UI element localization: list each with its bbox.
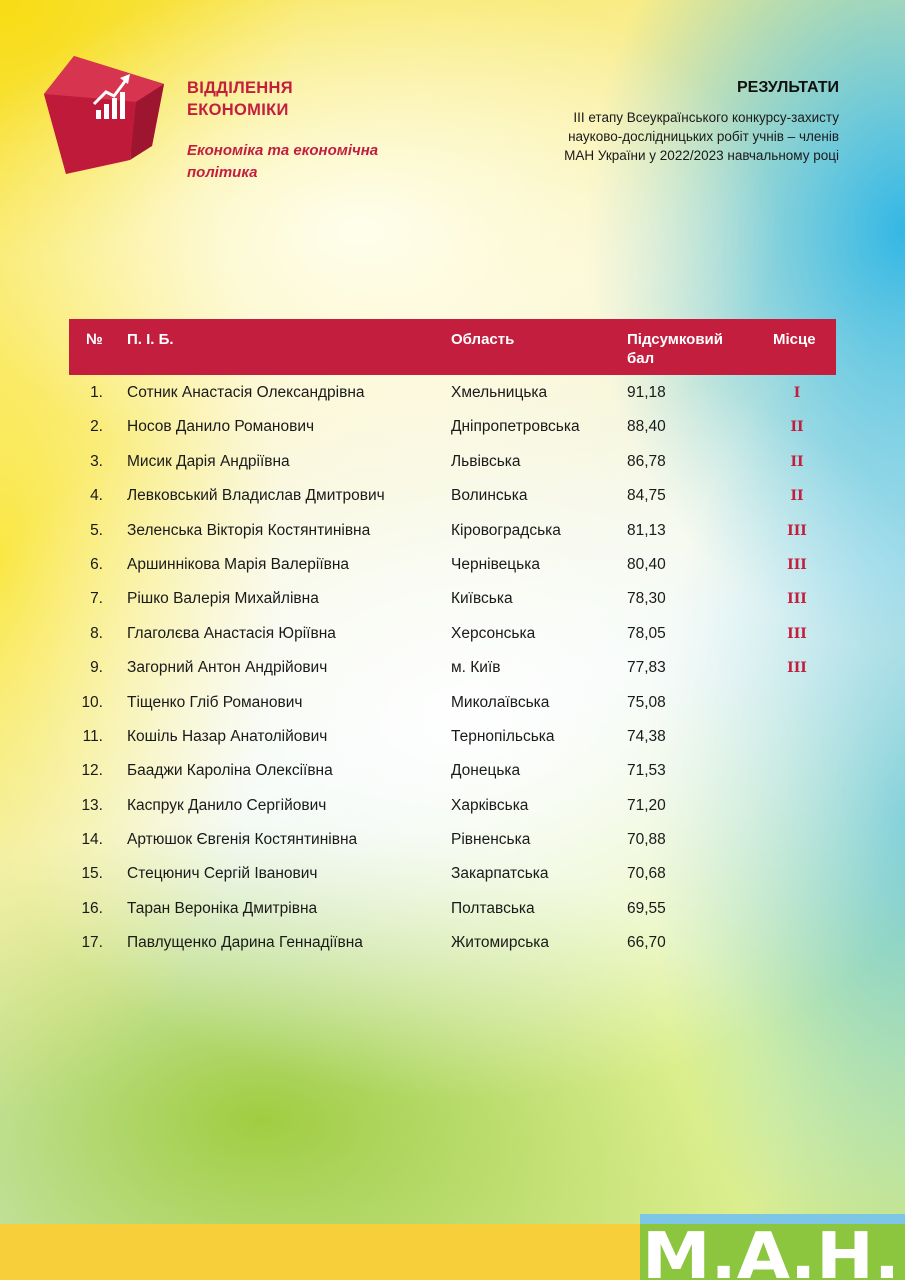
row-name: Стецюнич Сергій Іванович [127, 865, 318, 883]
row-region: Миколаївська [451, 693, 550, 711]
row-region: Тернопільська [451, 727, 555, 745]
row-place: III [787, 660, 807, 677]
column-region-header: Область [451, 331, 515, 348]
results-title: РЕЗУЛЬТАТИ [736, 79, 839, 96]
row-number: 7. [90, 590, 103, 608]
row-region: Донецька [451, 762, 521, 780]
column-number-header: № [86, 331, 103, 348]
row-score: 74,38 [627, 727, 666, 745]
row-number: 5. [90, 521, 103, 539]
row-region: Чернівецька [451, 555, 540, 573]
row-number: 6. [90, 555, 103, 573]
table-row [69, 651, 836, 685]
table-row [69, 857, 836, 891]
row-place: III [787, 591, 807, 608]
row-number: 3. [90, 452, 103, 470]
results-table-header [69, 319, 836, 375]
row-name: Рішко Валерія Михайлівна [127, 590, 319, 608]
row-region: Волинська [451, 487, 528, 505]
row-name: Кошіль Назар Анатолійович [127, 727, 328, 745]
column-score-header [627, 330, 757, 368]
table-row [69, 514, 836, 548]
row-score: 81,13 [627, 521, 666, 539]
row-score: 91,18 [627, 384, 666, 401]
economics-cube-logo [44, 56, 164, 174]
row-region: Рівненська [451, 831, 531, 849]
row-region: Хмельницька [451, 384, 548, 401]
row-region: Кіровоградська [451, 521, 561, 539]
row-place: II [790, 419, 804, 436]
row-number: 13. [81, 796, 103, 814]
row-name: Бааджи Кароліна Олексіївна [127, 762, 333, 780]
row-name: Каспрук Данило Сергійович [127, 796, 327, 814]
row-score: 78,05 [627, 624, 666, 642]
row-number: 1. [90, 384, 103, 401]
table-row [69, 926, 836, 960]
row-score: 84,75 [627, 487, 666, 505]
results-description-line1: ІІІ етапу Всеукраїнського конкурсу-захисту [573, 110, 839, 125]
results-description [459, 108, 839, 165]
row-number: 2. [90, 418, 103, 436]
row-score: 77,83 [627, 659, 666, 677]
table-row [69, 754, 836, 788]
row-name: Павлущенко Дарина Геннадіївна [127, 934, 363, 952]
row-score: 86,78 [627, 452, 666, 470]
table-row [69, 617, 836, 651]
row-name: Зеленська Вікторія Костянтинівна [127, 521, 371, 539]
section-subtitle [187, 140, 427, 184]
section-subtitle-line1: Економіка та економічна [187, 142, 379, 159]
man-logo [640, 1214, 905, 1280]
row-region: Полтавська [451, 899, 535, 917]
row-name: Тіщенко Гліб Романович [127, 693, 303, 711]
row-name: Таран Вероніка Дмитрівна [127, 899, 318, 917]
column-score-header-line1: Підсумковий [627, 331, 723, 348]
row-name: Левковський Владислав Дмитрович [127, 487, 385, 505]
row-place: III [787, 625, 807, 642]
row-score: 71,20 [627, 796, 666, 814]
row-region: Дніпропетровська [451, 418, 580, 436]
row-number: 17. [81, 934, 103, 952]
row-region: Житомирська [451, 934, 550, 952]
table-row [69, 686, 836, 720]
row-region: Львівська [451, 452, 521, 470]
table-row [69, 720, 836, 754]
row-region: Закарпатська [451, 865, 549, 883]
row-place: II [790, 453, 804, 470]
column-score-header-line2: бал [627, 350, 655, 367]
row-region: Херсонська [451, 624, 536, 642]
row-place: III [787, 556, 807, 573]
row-name: Артюшок Євгенія Костянтинівна [127, 831, 358, 849]
row-place: III [787, 522, 807, 539]
row-score: 71,53 [627, 762, 666, 780]
table-row [69, 376, 836, 410]
row-name: Аршиннікова Марія Валеріївна [127, 555, 350, 573]
row-number: 9. [90, 659, 103, 677]
row-number: 4. [90, 487, 103, 505]
row-name: Мисик Дарія Андріївна [127, 452, 290, 470]
results-table-body [69, 376, 836, 961]
row-number: 12. [81, 762, 103, 780]
row-number: 8. [90, 624, 103, 642]
row-name: Сотник Анастасія Олександрівна [127, 384, 365, 401]
row-number: 16. [81, 899, 103, 917]
row-score: 69,55 [627, 899, 666, 917]
row-name: Носов Данило Романович [127, 418, 315, 436]
column-place-header: Місце [773, 331, 816, 348]
row-region: Харківська [451, 796, 529, 814]
column-name-header: П. І. Б. [127, 331, 174, 348]
table-row [69, 892, 836, 926]
row-name: Загорний Антон Андрійович [127, 659, 328, 677]
row-score: 70,88 [627, 831, 666, 849]
row-number: 10. [81, 693, 103, 711]
row-score: 66,70 [627, 934, 666, 952]
department-title-line2: ЕКОНОМІКИ [187, 101, 289, 119]
table-row [69, 823, 836, 857]
man-logo-text: М.А.Н. [642, 1220, 900, 1280]
row-score: 78,30 [627, 590, 666, 608]
department-title [187, 77, 417, 121]
row-score: 88,40 [627, 418, 666, 436]
row-number: 11. [82, 727, 103, 745]
results-description-line3: МАН України у 2022/2023 навчальному році [564, 148, 839, 163]
table-row [69, 410, 836, 444]
row-place: I [793, 385, 801, 401]
department-title-line1: ВІДДІЛЕННЯ [187, 79, 293, 97]
row-score: 75,08 [627, 693, 666, 711]
section-subtitle-line2: політика [187, 164, 258, 181]
row-score: 80,40 [627, 555, 666, 573]
table-row [69, 789, 836, 823]
row-name: Глаголєва Анастасія Юріївна [127, 624, 336, 642]
row-place: II [790, 488, 804, 505]
table-row [69, 479, 836, 513]
row-number: 14. [81, 831, 103, 849]
row-score: 70,68 [627, 865, 666, 883]
results-description-line2: науково-дослідницьких робіт учнів – членів [568, 129, 839, 144]
table-row [69, 548, 836, 582]
row-region: Київська [451, 590, 513, 608]
row-number: 15. [81, 865, 103, 883]
table-row [69, 582, 836, 616]
row-region: м. Київ [451, 659, 501, 677]
table-row [69, 445, 836, 479]
